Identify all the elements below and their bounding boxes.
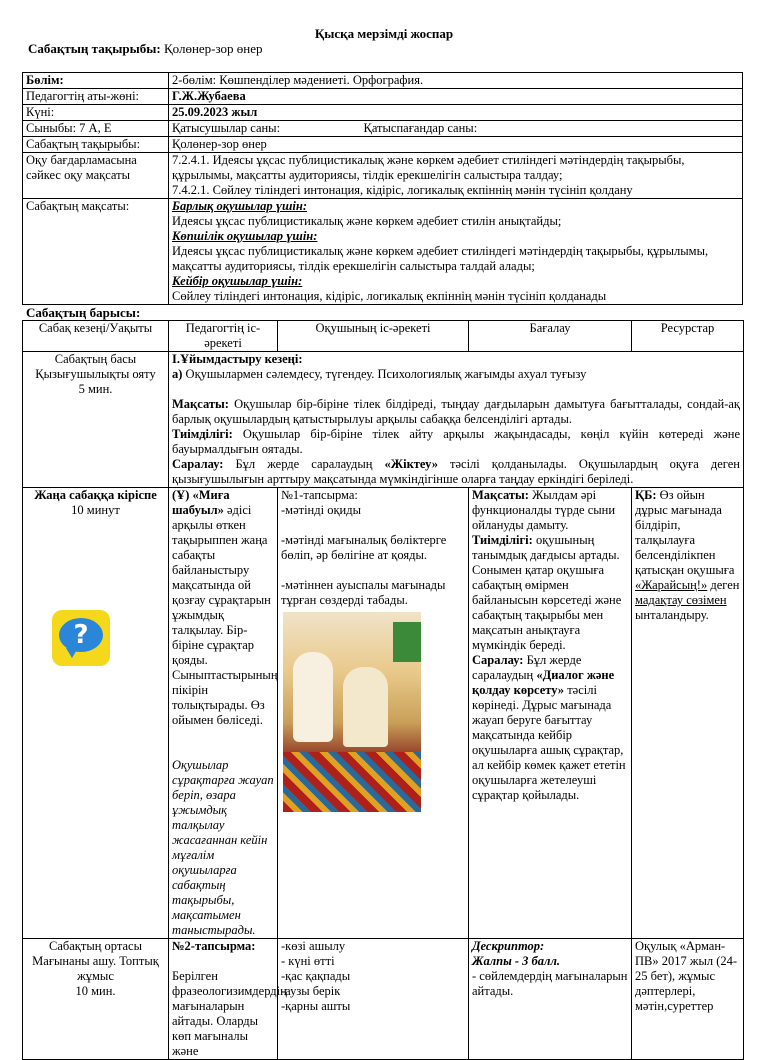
topic-label: Сабақтың тақырыбы: — [23, 137, 169, 153]
student-task-title: №1-тапсырма: — [281, 488, 358, 502]
descriptor-item: - сөйлемдердің мағыналарын айтады. — [472, 969, 628, 998]
question-bubble-icon: ? — [52, 610, 110, 666]
formative-feedback: ҚБ: Өз ойын дұрыс мағынада білдіріп, талқылауға белсенділікпен қатысқан оқушыға «Жарайсың!» деген мадақтау сөзімен ынталандыру. — [635, 488, 740, 622]
teacher-label: Педагогтің аты-жөні: — [23, 89, 169, 105]
stage-start-cell — [23, 352, 169, 488]
idiom-item: -қас қақпады — [281, 969, 351, 983]
stage-start-goal: Мақсаты: Оқушылар бір-біріне тілек білдіреді, тыңдау дағдыларын дамытуға бағытталады, сондай-ақ барлық оқушылардың қатыстырылуы арқылы сабаққа белсенділігі артады. — [172, 397, 741, 426]
goal-text: Идеясы ұқсас публицистикалық және көркем әдебиет стилін анықтайды; — [172, 214, 562, 228]
descriptor-label: Дескриптор: — [472, 939, 545, 953]
assessment-middle — [469, 939, 632, 1060]
assessment-intro — [469, 488, 632, 939]
stage-row-middle — [23, 939, 744, 1060]
stage-time: 10 мин. — [75, 984, 116, 998]
stage-name: Жаңа сабаққа кіріспе — [34, 488, 157, 502]
info-row-teacher — [23, 89, 743, 105]
resources-middle: Оқулық «Арман-ПВ» 2017 жыл (24-25 бет), жұмыс дәптерлері, мәтін,суреттер — [632, 939, 744, 1060]
stage-name: Сабақтың басы Қызығушылықты ояту — [35, 352, 156, 381]
teacher-task-text: Берілген фразеологизимдердің мағыналарын айтады. Оларды көп мағыналы және — [172, 969, 287, 1058]
stage-start-greeting: а) Оқушылармен сәлемдесу, түгендеу. Психологиялық жағымды ахуал туғызу — [172, 367, 587, 381]
idiom-item: -аузы берік — [281, 984, 341, 998]
teacher-activity-intro — [169, 488, 278, 939]
student-step: -мәтінді оқиды — [281, 503, 361, 517]
stage-intro-cell — [23, 488, 169, 939]
date-label: Күні: — [23, 105, 169, 121]
topic-value: Қолөнер-зор өнер — [169, 137, 743, 153]
idiom-item: - күні өтті — [281, 954, 335, 968]
teacher-value: Г.Ж.Жубаева — [169, 89, 743, 105]
student-activity-middle — [278, 939, 469, 1060]
stage-name: Сабақтың ортасы Мағынаны ашу. Топтық жұмыс — [32, 939, 159, 983]
stage-row-intro — [23, 488, 744, 939]
teacher-activity-middle — [169, 939, 287, 1060]
info-row-objectives — [23, 153, 743, 199]
stage-time: 10 минут — [71, 503, 120, 517]
present-label: Қатысушылар саны: — [169, 121, 361, 137]
assess-goal: Мақсаты: Жылдам әрі функционалды түрде сыни ойлануды дамыту. — [472, 488, 616, 532]
info-row-section — [23, 73, 743, 89]
handicraft-photo — [283, 612, 421, 812]
student-step: -мәтіннен ауыспалы мағынады тұрған сөздерді табады. — [281, 578, 446, 607]
info-row-class — [23, 121, 743, 137]
goal-head: Барлық оқушылар үшін: — [172, 199, 308, 213]
objective-item: 7.4.2.1. Сөйлеу тіліндегі интонация, кідіріс, логикалық екпіннің мәнін түсініп қолдану — [172, 183, 633, 197]
objectives-value — [169, 153, 743, 199]
date-value: 25.09.2023 жыл — [169, 105, 743, 121]
header-student: Оқушының іс-әрекеті — [278, 321, 469, 352]
stage-time: 5 мин. — [78, 382, 113, 396]
header-assessment: Бағалау — [469, 321, 632, 352]
progress-title: Сабақтың барысы: — [26, 305, 141, 320]
descriptor-total: Жалпы - 3 балл. — [472, 954, 560, 968]
stage-start-content — [169, 352, 744, 488]
objectives-label: Оқу бағдарламасына сәйкес оқу мақсаты — [23, 153, 169, 199]
objective-item: 7.2.4.1. Идеясы ұқсас публицистикалық және көркем әдебиет стиліндегі мәтіндердің тақырыбы, құрылымы, мақсатты аудиториясы, тілдік ерекшелігін салыстыра талдау; — [172, 153, 685, 182]
student-step: -мәтінді мағыналық бөліктерге бөліп, әр бөлігіне ат қояды. — [281, 533, 447, 562]
goals-label: Сабақтың мақсаты: — [23, 199, 169, 305]
lesson-topic-value: Қолөнер-зор өнер — [163, 41, 263, 56]
header-teacher: Педагогтің іс-әрекеті — [169, 321, 278, 352]
class-label: Сыныбы: 7 А, Е — [23, 121, 169, 137]
goals-value — [169, 199, 743, 305]
plan-header-row — [23, 321, 744, 352]
idiom-item: -қарны ашты — [281, 999, 351, 1013]
lesson-topic-label: Сабақтың тақырыбы: — [28, 41, 161, 56]
header-stage: Сабақ кезеңі/Уақыты — [23, 321, 169, 352]
section-label: Бөлім: — [23, 73, 169, 89]
info-table — [22, 72, 743, 305]
resources-intro — [632, 488, 744, 939]
teacher-note: Оқушылар сұрақтарға жауап беріп, өзара ұжымдық талқылау жасағаннан кейін мұғалім оқушыларға сабақтың тақырыбы, мақсатымен таныстырады. — [172, 758, 274, 937]
stage-start-effect: Тиімділігі: Оқушылар бір-біріне тілек айту арқылы жақындасады, көңіл күйін көтереді және бауырмалдығын оятады. — [172, 427, 740, 456]
lesson-plan-table — [22, 320, 744, 1060]
header-resources: Ресурстар — [632, 321, 744, 352]
info-row-topic — [23, 137, 743, 153]
info-row-date — [23, 105, 743, 121]
stage-start-differentiation: Саралау: Бұл жерде саралаудың «Жіктеу» тәсілі қолданылады. Оқушылардың оқуға деген қызығушылығын арттыру мақсатында мүмкіндігінше оларға таңдау еркіндігі беріледі. — [172, 457, 740, 486]
goal-head: Кейбір оқушылар үшін: — [172, 274, 303, 288]
goal-text: Сөйлеу тіліндегі интонация, кідіріс, логикалық екпіннің мәнін түсініп қолданады — [172, 289, 607, 303]
teacher-task-title: №2-тапсырма: — [172, 939, 256, 953]
assess-differentiation: Саралау: Бұл жерде саралаудың «Диалог және қолдау көрсету» тәсілі көрінеді. Дұрыс мағынада жауап беруге бағыттау мақсатында кейбір оқушыларға ашық сұрақтар, ал кейбір көмек қажет ететін оқушыларға жетелеуші сұрақтар қойылады. — [472, 653, 626, 802]
student-activity-intro — [278, 488, 469, 939]
stage-middle-cell — [23, 939, 169, 1060]
stage-row-start — [23, 352, 744, 488]
absent-label: Қатыспағандар саны: — [361, 121, 743, 137]
goal-text: Идеясы ұқсас публицистикалық және көркем әдебиет стиліндегі мәтіндердің тақырыбы, құрылымы, мақсатты аудиториясы, тілдік ерекшелігін салыстыра талдай алады; — [172, 244, 709, 273]
lesson-topic-line — [28, 41, 263, 56]
stage-start-title: І.Ұйымдастыру кезеңі: — [172, 352, 303, 366]
document-title: Қысқа мерзімді жоспар — [314, 26, 454, 41]
teacher-method: (Ұ) «Миға шабуыл» әдісі арқылы өткен тақырыппен жаңа сабақты байланыстыру мақсатында ой қозғау сұрақтарын ұжымдық талқылау. Бір-біріне сұрақтар қояды. Сыныптастырының пікірін толықтырады. Өз ойымен бөліседі. — [172, 488, 278, 727]
idiom-item: -көзі ашылу — [281, 939, 346, 953]
section-value: 2-бөлім: Көшпенділер мәдениеті. Орфография. — [169, 73, 743, 89]
info-row-goals — [23, 199, 743, 305]
goal-head: Көпшілік оқушылар үшін: — [172, 229, 318, 243]
assess-effect: Тиімділігі: оқушының танымдық дағдысы артады. Сонымен қатар оқушыға сабақтың өмірмен байланысын көрсетеді және сабақтың тақырыбы мен мақсатын анықтауға мүмкіндік береді. — [472, 533, 622, 652]
